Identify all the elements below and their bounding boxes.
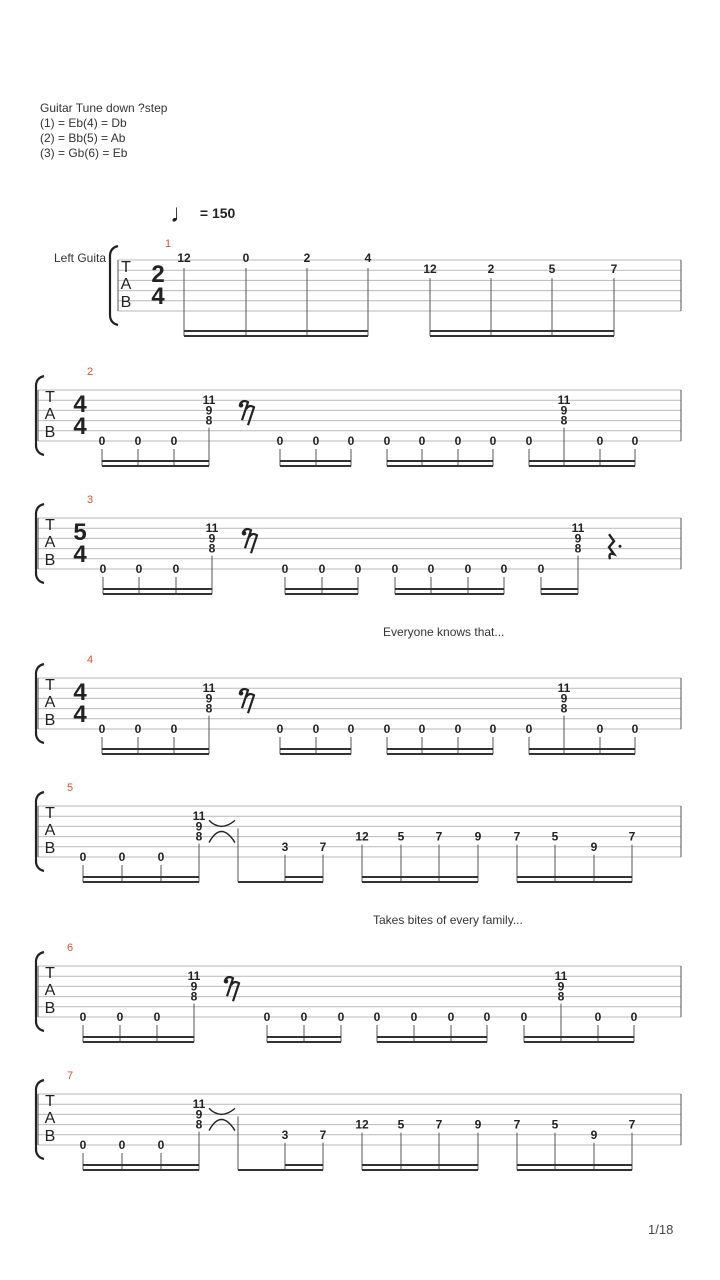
- tab-letter-a: A: [44, 982, 56, 999]
- fret-number: 0: [116, 1010, 124, 1024]
- chord-fret: 8: [557, 989, 565, 1004]
- fret-number: 0: [98, 434, 106, 448]
- fret-number: 0: [318, 562, 326, 576]
- tab-letter-b: B: [44, 1128, 56, 1145]
- fret-number: 0: [347, 722, 355, 736]
- tab-letter-b: B: [120, 294, 132, 311]
- eighth-rest: [246, 694, 254, 713]
- system-bracket: [36, 664, 44, 743]
- chord-fret: 11: [571, 521, 585, 536]
- fret-number: 0: [631, 722, 639, 736]
- tab-letter-t: T: [45, 965, 55, 982]
- time-signature-bottom: 4: [73, 701, 87, 728]
- tab-staff: [0, 230, 720, 370]
- lyric-takes-bites: Takes bites of every family...: [373, 913, 523, 927]
- system-bracket: [36, 1080, 44, 1159]
- tab-staff: [0, 936, 720, 1076]
- time-signature-bottom: 4: [151, 283, 165, 310]
- tab-letter-b: B: [44, 712, 56, 729]
- chord-fret: 9: [205, 691, 213, 706]
- chord-fret: 11: [187, 969, 201, 984]
- fret-number: 0: [242, 251, 250, 265]
- fret-number: 12: [355, 829, 369, 844]
- rest-dot: [239, 403, 244, 408]
- system-bracket: [36, 952, 44, 1031]
- time-signature-top: 4: [73, 679, 87, 706]
- measure-number: 3: [86, 494, 94, 506]
- chord-fret: 11: [205, 521, 219, 536]
- fret-number: 0: [263, 1010, 271, 1024]
- fret-number: 5: [551, 1117, 559, 1132]
- chord-fret: 9: [557, 979, 565, 994]
- fret-number: 0: [347, 434, 355, 448]
- fret-number: 0: [118, 850, 126, 864]
- fret-number: 0: [312, 434, 320, 448]
- fret-number: 0: [276, 434, 284, 448]
- fret-number: 0: [79, 1010, 87, 1024]
- fret-number: 0: [300, 1010, 308, 1024]
- tab-letter-t: T: [45, 805, 55, 822]
- tab-staff: [0, 1064, 720, 1204]
- lyric-everyone-knows: Everyone knows that...: [383, 625, 505, 639]
- measure-number: 4: [86, 654, 94, 666]
- fret-number: 9: [590, 839, 598, 854]
- rest-dot: [239, 691, 244, 696]
- fret-number: 0: [410, 1010, 418, 1024]
- time-signature-top: 5: [73, 519, 87, 546]
- tuning-title: Guitar Tune down ?step: [40, 101, 168, 115]
- chord-fret: 8: [205, 413, 213, 428]
- fret-number: 0: [500, 562, 508, 576]
- fret-number: 4: [364, 251, 372, 265]
- fret-number: 0: [525, 434, 533, 448]
- fret-number: 0: [153, 1010, 161, 1024]
- fret-number: 7: [435, 829, 443, 844]
- fret-number: 12: [423, 262, 437, 277]
- time-signature-bottom: 4: [73, 541, 87, 568]
- staff-system-1: [0, 230, 720, 370]
- fret-number: 5: [548, 262, 556, 277]
- tab-staff: [0, 488, 720, 628]
- fret-number: 0: [489, 722, 497, 736]
- chord-fret: 8: [574, 541, 582, 556]
- chord-fret: 8: [195, 829, 203, 844]
- tab-staff: [0, 360, 720, 500]
- fret-number: 0: [157, 1138, 165, 1152]
- tempo-marking: [170, 198, 235, 229]
- chord-fret: 9: [190, 979, 198, 994]
- fret-number: 0: [525, 722, 533, 736]
- tuning-line-3: (3) = Gb(6) = Eb: [40, 146, 128, 160]
- fret-number: 3: [281, 839, 289, 854]
- fret-number: 9: [474, 829, 482, 844]
- tuning-line-1: (1) = Eb(4) = Db: [40, 116, 127, 130]
- fret-number: 0: [630, 1010, 638, 1024]
- fret-number: 5: [397, 829, 405, 844]
- fret-number: 0: [79, 1138, 87, 1152]
- measure-number: 6: [66, 942, 74, 954]
- chord-fret: 8: [560, 701, 568, 716]
- fret-number: 2: [487, 262, 495, 277]
- fret-number: 7: [628, 829, 636, 844]
- chord-fret: 11: [192, 809, 206, 824]
- fret-number: 3: [281, 1127, 289, 1142]
- time-signature-top: 2: [151, 261, 165, 288]
- system-bracket: [110, 246, 118, 325]
- fret-number: 12: [355, 1117, 369, 1132]
- fret-number: 0: [172, 562, 180, 576]
- fret-number: 0: [79, 850, 87, 864]
- track-name: Left Guita: [53, 251, 106, 265]
- staff-system-2: [0, 360, 720, 500]
- fret-number: 0: [383, 434, 391, 448]
- tab-letter-b: B: [44, 552, 56, 569]
- system-bracket: [36, 376, 44, 455]
- tab-letter-a: A: [120, 276, 132, 293]
- tuning-line-2: (2) = Bb(5) = Ab: [40, 131, 126, 145]
- fret-number: 5: [551, 829, 559, 844]
- tab-letter-a: A: [44, 534, 56, 551]
- chord-fret: 9: [195, 1107, 203, 1122]
- fret-number: 0: [354, 562, 362, 576]
- system-bracket: [36, 504, 44, 583]
- tab-staff: [0, 648, 720, 788]
- fret-number: 7: [628, 1117, 636, 1132]
- fret-number: 0: [391, 562, 399, 576]
- tab-letter-a: A: [44, 822, 56, 839]
- chord-fret: 9: [560, 691, 568, 706]
- eighth-rest: [231, 982, 239, 1001]
- tempo-value: = 150: [199, 205, 236, 221]
- fret-number: 0: [447, 1010, 455, 1024]
- tab-staff: [0, 776, 720, 916]
- fret-number: 0: [520, 1010, 528, 1024]
- chord-fret: 8: [208, 541, 216, 556]
- fret-number: 0: [483, 1010, 491, 1024]
- fret-number: 0: [631, 434, 639, 448]
- fret-number: 0: [454, 434, 462, 448]
- measure-number: 2: [86, 366, 94, 378]
- fret-number: 2: [303, 251, 311, 265]
- staff-system-5: [0, 776, 720, 916]
- tab-letter-t: T: [45, 389, 55, 406]
- fret-number: 7: [319, 1127, 327, 1142]
- measure-number: 1: [164, 238, 172, 250]
- fret-number: 0: [489, 434, 497, 448]
- tab-letter-t: T: [45, 517, 55, 534]
- fret-number: 0: [157, 850, 165, 864]
- chord-fret: 8: [190, 989, 198, 1004]
- fret-number: 0: [170, 722, 178, 736]
- system-bracket: [36, 792, 44, 871]
- fret-number: 0: [596, 434, 604, 448]
- fret-number: 0: [99, 562, 107, 576]
- staff-system-4: [0, 648, 720, 788]
- rest-dot: [619, 545, 622, 548]
- quarter-note-icon: ♩: [170, 198, 196, 228]
- measure-number: 5: [66, 782, 74, 794]
- tie-mark: [209, 1108, 235, 1114]
- fret-number: 0: [170, 434, 178, 448]
- staff-system-7: [0, 1064, 720, 1204]
- eighth-rest: [249, 534, 257, 553]
- fret-number: 0: [135, 562, 143, 576]
- chord-fret: 11: [557, 393, 571, 408]
- fret-number: 0: [383, 722, 391, 736]
- tab-letter-a: A: [44, 406, 56, 423]
- fret-number: 0: [464, 562, 472, 576]
- fret-number: 0: [134, 434, 142, 448]
- fret-number: 12: [177, 251, 191, 265]
- chord-fret: 9: [205, 403, 213, 418]
- time-signature-top: 4: [73, 391, 87, 418]
- rest-dot: [224, 979, 229, 984]
- eighth-rest: [246, 406, 254, 425]
- fret-number: 0: [373, 1010, 381, 1024]
- tab-letter-a: A: [44, 694, 56, 711]
- fret-number: 0: [337, 1010, 345, 1024]
- chord-fret: 11: [202, 681, 216, 696]
- tab-letter-t: T: [45, 1093, 55, 1110]
- fret-number: 0: [427, 562, 435, 576]
- time-signature-bottom: 4: [73, 413, 87, 440]
- chord-fret: 9: [208, 531, 216, 546]
- tab-letter-b: B: [44, 840, 56, 857]
- tab-letter-b: B: [44, 1000, 56, 1017]
- chord-fret: 8: [205, 701, 213, 716]
- chord-fret: 11: [192, 1097, 206, 1112]
- fret-number: 9: [474, 1117, 482, 1132]
- tab-letter-t: T: [121, 259, 131, 276]
- tab-letter-b: B: [44, 424, 56, 441]
- fret-number: 7: [435, 1117, 443, 1132]
- fret-number: 0: [418, 722, 426, 736]
- fret-number: 5: [397, 1117, 405, 1132]
- chord-fret: 8: [195, 1117, 203, 1132]
- measure-number: 7: [66, 1070, 74, 1082]
- staff-system-6: [0, 936, 720, 1076]
- fret-number: 7: [319, 839, 327, 854]
- fret-number: 0: [312, 722, 320, 736]
- chord-fret: 8: [560, 413, 568, 428]
- fret-number: 0: [537, 562, 545, 576]
- staff-system-3: [0, 488, 720, 628]
- fret-number: 0: [454, 722, 462, 736]
- fret-number: 0: [118, 1138, 126, 1152]
- chord-fret: 11: [554, 969, 568, 984]
- fret-number: 9: [590, 1127, 598, 1142]
- tab-letter-a: A: [44, 1110, 56, 1127]
- fret-number: 0: [596, 722, 604, 736]
- fret-number: 0: [134, 722, 142, 736]
- fret-number: 0: [98, 722, 106, 736]
- fret-number: 0: [281, 562, 289, 576]
- tie-mark: [209, 820, 235, 826]
- rest-dot: [242, 531, 247, 536]
- tab-letter-t: T: [45, 677, 55, 694]
- fret-number: 7: [513, 1117, 521, 1132]
- chord-fret: 9: [560, 403, 568, 418]
- page-number: 1/18: [648, 1222, 674, 1237]
- fret-number: 7: [610, 262, 618, 277]
- fret-number: 0: [594, 1010, 602, 1024]
- chord-fret: 9: [574, 531, 582, 546]
- fret-number: 0: [418, 434, 426, 448]
- fret-number: 7: [513, 829, 521, 844]
- chord-fret: 11: [202, 393, 216, 408]
- chord-fret: 9: [195, 819, 203, 834]
- chord-fret: 11: [557, 681, 571, 696]
- fret-number: 0: [276, 722, 284, 736]
